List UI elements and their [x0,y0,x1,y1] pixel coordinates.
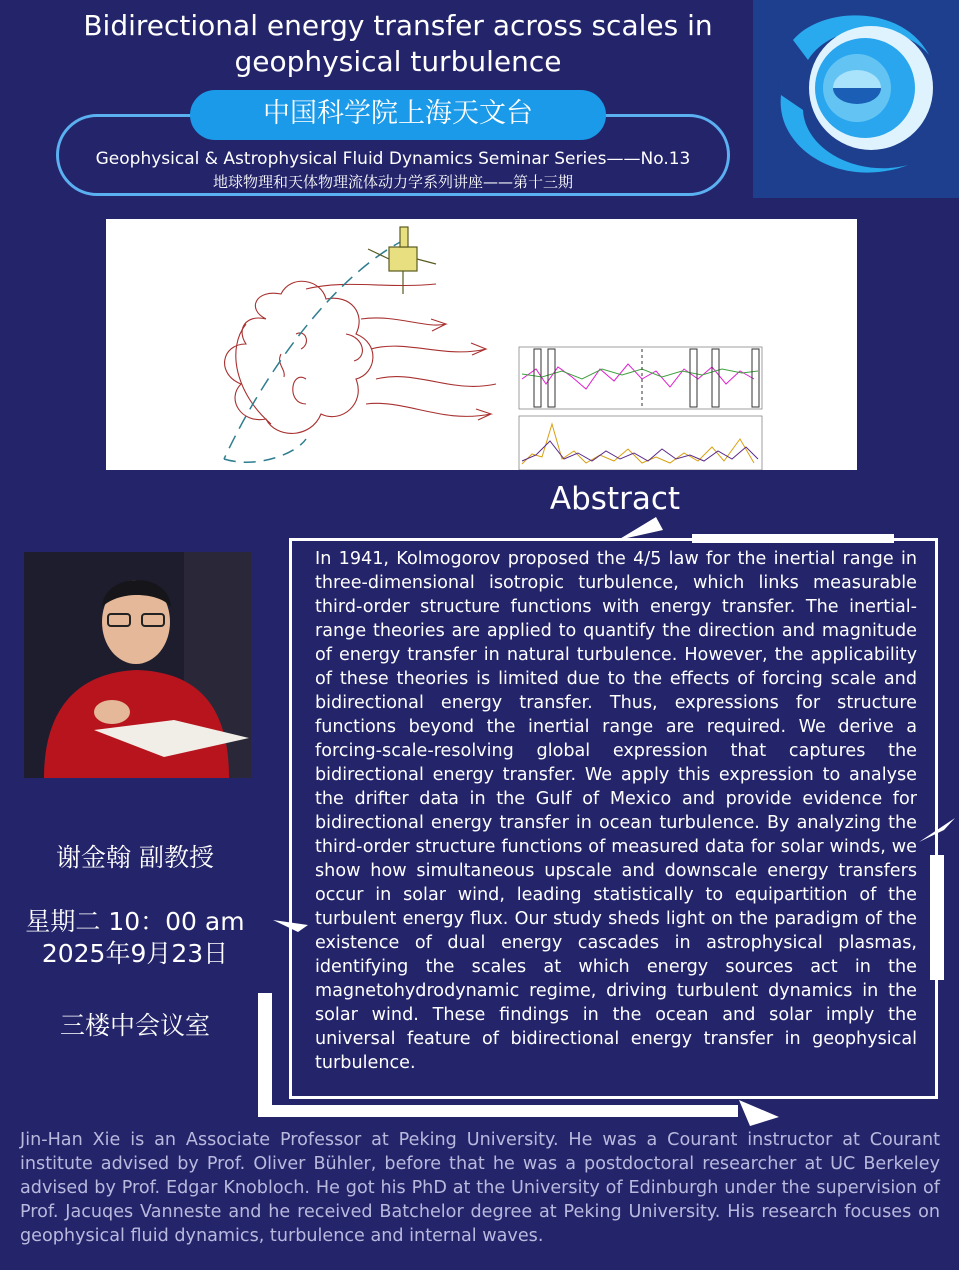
speaker-portrait [24,552,251,778]
poster-title: Bidirectional energy transfer across scales in geophysical turbulence [83,9,713,78]
event-date: 2025年9月23日 [41,939,229,968]
organization-name: 中国科学院上海天文台 [190,90,606,140]
seminar-series-cn: 地球物理和天体物理流体动力学系列讲座——第十三期 [212,173,573,191]
abstract-text: In 1941, Kolmogorov proposed the 4/5 law for the inertial range in three‑dimensional isotropic turbulence, which links measurable third-order structure functions with energy transfer. The inertial-range theories are applied to quantify the direction and magnitude of energy transfer in natural turbulence. However, the applicability of these theories is limited due to the effects of forcing scale and bidirectional energy transfer. Thus, expressions for structure functions beyond the inertial range are required. We derive a forcing-scale-resolving global expression that captures the bidirectional energy transfer. We apply this expression to analyse the drifter data in the Gulf of Mexico and provide evidence for bidirectional energy transfer in ocean turbulence. By analyzing the third-order structure functions of measured data for solar winds, we show how simultaneous upscale and downscale energy transfers occur in solar wind, leading statistically to equipartition of the turbulent energy flux. Our study sheds light on the paradigm of the existence of dual energy cascades in astrophysical plasmas, identifying the scales at which energy sources act in the magnetohydrodynamic regime, driving turbulent dynamics in the solar wind. These findings in the ocean and solar imply the universal feature of bidirectional energy transfer in geophysical turbulence. [315,549,917,1073]
speaker-bio: Jin-Han Xie is an Associate Professor at Peking University. He was a Courant instructor at Courant institute advised by Prof. Oliver Bühler, before that he was a postdoctoral researcher at UC Berkeley advised by Prof. Edgar Knobloch. He got his PhD at the University of Edinburgh under the supervision of Prof. Jacuqes Vanneste and he received Batchelor degree at Peking University. His research focuses on geophysical fluid dynamics, turbulence and internal waves. [20,1130,940,1246]
event-venue: 三楼中会议室 [59,1011,210,1040]
event-datetime [0,906,270,970]
event-time: 星期二 10：00 am [25,907,245,936]
abstract-heading: Abstract [549,481,681,517]
speaker-name: 谢金翰 副教授 [56,843,214,872]
seminar-series-en: Geophysical & Astrophysical Fluid Dynamics Seminar Series——No.13 [95,149,691,169]
